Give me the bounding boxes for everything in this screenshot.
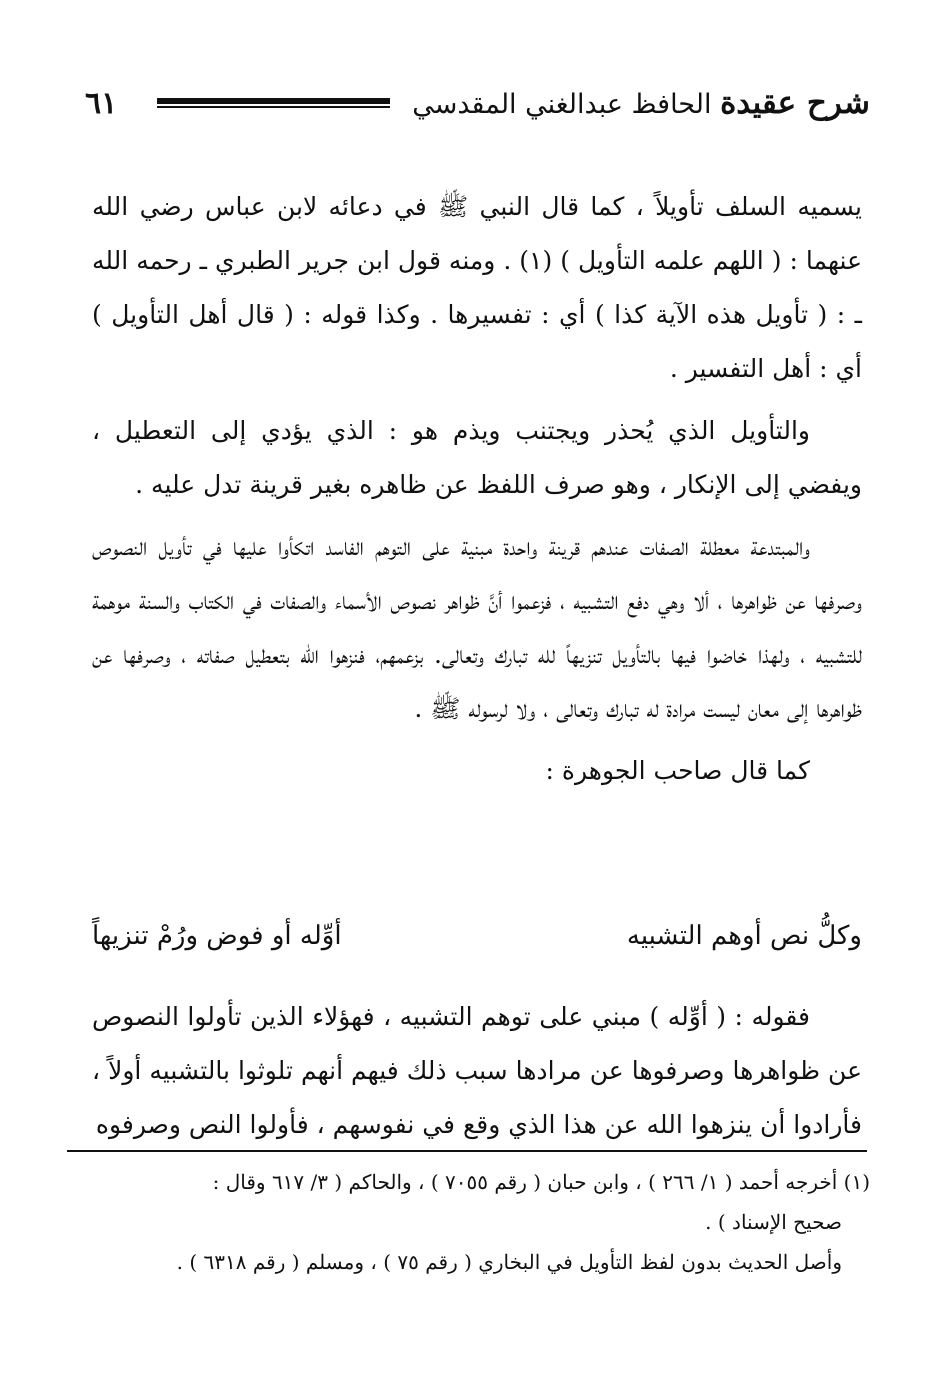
main-text — [92, 180, 862, 806]
poetry-verse — [92, 906, 862, 966]
paragraph-2: والتأويل الذي يُحذر ويجتنب ويذم هو : الذي يؤدي إلى التعطيل ، ويفضي إلى الإنكار ، وهو صرف اللفظ عن ظاهره بغير قرينة تدل عليه . — [92, 416, 862, 499]
footnote-1-line-2: صحيح الإسناد ) . — [705, 1210, 842, 1234]
running-title-rest: الحافظ عبدالغني المقدسي — [412, 89, 721, 120]
main-text-continued — [92, 990, 862, 1152]
page-number: ٦١ — [85, 85, 118, 121]
footnote-1-line-1: (١) أخرجه أحمد ( ١/ ٢٦٦ ) ، وابن حبان ( رقم ٧٠٥٥ ) ، والحاكم ( ٣/ ٦١٧ وقال : — [212, 1170, 870, 1194]
footnote-1-line-3: وأصل الحديث بدون لفظ التأويل في البخاري ( رقم ٧٥ ) ، ومسلم ( رقم ٦٣١٨ ) . — [176, 1250, 842, 1274]
verse-second-hemistich: أوِّله أو فوض ورُمْ تنزيهاً — [92, 921, 342, 951]
paragraph-5: فقوله : ( أوِّله ) مبني على توهم التشبيه ، فهؤلاء الذين تأولوا النصوص عن ظواهرها وصرفوها عن مرادها سبب ذلك فيهم أنهم تلوثوا بالتشبيه أولاً ، فأرادوا أن ينزهوا الله عن هذا الذي وقع في نفوسهم ، فأولوا النص وصرفوه — [92, 1002, 862, 1139]
running-title-bold: شرح عقيدة — [720, 85, 870, 121]
paragraph-3: والمبتدعة معطلة الصفات عندهم قرينة واحدة مبنية على التوهم الفاسد اتكأوا عليها في تأويل النصوص وصرفها عن ظواهرها ، ألا وهي دفع التشبيه ، فزعموا أنَّ ظواهر نصوص الأسماء والصفات في الكتاب والسنة موهمة للتشبيه ، ولهذا خاضوا فيها بالتأويل تنزيهاً لله تبارك وتعالى. بزعمهم، فنزهوا الله بتعطيل صفاته ، وصرفها عن ظواهرها إلى معان ليست مرادة له تبارك وتعالى ، ولا لرسوله ﷺ . — [92, 532, 862, 723]
paragraph-4: كما قال صاحب الجوهرة : — [545, 756, 810, 785]
footnote-divider — [67, 1150, 867, 1152]
verse-first-hemistich: وكلُّ نص أوهم التشبيه — [626, 921, 862, 951]
paragraph-1: يسميه السلف تأويلاً ، كما قال النبي ﷺ في دعائه لابن عباس رضي الله عنهما : ( اللهم علمه التأويل ) (١) . ومنه قول ابن جرير الطبري ـ رحمه الله ـ : ( تأويل هذه الآية كذا ) أي : تفسيرها . وكذا قوله : ( قال أهل التأويل ) أي : أهل التفسير . — [92, 192, 862, 383]
page-header — [85, 78, 870, 128]
running-title — [412, 85, 870, 121]
footnotes — [92, 1162, 870, 1282]
header-rule-thin — [157, 106, 390, 108]
header-rule-thick — [157, 98, 390, 104]
header-rule — [157, 98, 390, 108]
